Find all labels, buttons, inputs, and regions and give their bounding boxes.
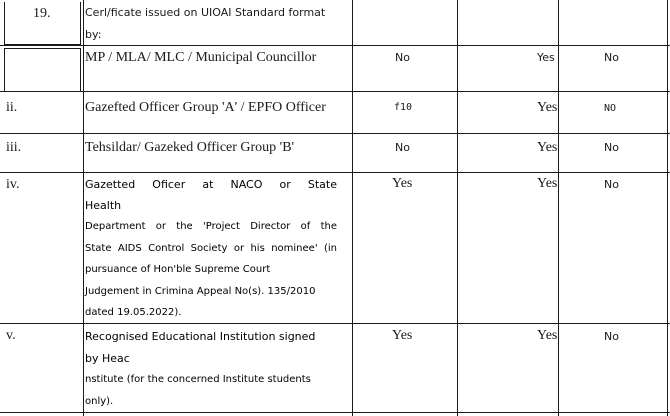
- row-description-line: only).: [85, 395, 114, 407]
- serial-number: iii.: [6, 140, 22, 155]
- row-description-line: dated 19.05.2022).: [85, 307, 182, 318]
- row-description-line: Judgement in Crimina Appeal No(s). 135/2010: [85, 285, 316, 297]
- row-description-block: [85, 326, 337, 412]
- row-divider: [0, 133, 670, 134]
- cell-value: f10: [394, 102, 413, 113]
- serial-number: iv.: [6, 177, 20, 192]
- cell-value: No: [604, 51, 619, 64]
- row-description-line: by:: [85, 28, 102, 41]
- column-divider: [83, 0, 84, 416]
- row-divider: [0, 45, 670, 46]
- blank-serial-cell: [4, 48, 81, 92]
- row-description-line: Cerl/ficate issued on UIOAI Standard format: [85, 6, 326, 19]
- cell-value: No: [395, 141, 410, 154]
- row-description-line: Gazefted Officer Group 'A' / EPFO Officer: [85, 100, 326, 115]
- column-divider: [667, 0, 668, 416]
- cell-value: Yes: [392, 176, 413, 191]
- cell-value: Yes: [392, 328, 413, 343]
- serial-number: 19.: [33, 6, 51, 21]
- cell-value: Yes: [537, 328, 558, 343]
- cell-value: NO: [604, 103, 617, 114]
- row-description-line: Gazetted Oficer at NACO or State: [85, 178, 337, 191]
- cell-value: No: [604, 178, 619, 191]
- serial-number: v.: [6, 328, 16, 343]
- row-description-line: nstitute (for the concerned Institute students: [85, 374, 311, 385]
- cell-value: No: [604, 141, 619, 154]
- row-description-line: Recognised Educational Institution signed: [85, 330, 316, 343]
- column-divider: [352, 0, 353, 416]
- row-divider: [0, 412, 670, 413]
- row-description-line: Department or the 'Project Director of the: [85, 221, 337, 232]
- row-divider: [0, 172, 670, 173]
- row-divider: [0, 91, 670, 92]
- column-divider: [457, 0, 458, 416]
- row-description-line: MP / MLA/ MLC / Municipal Councillor: [85, 50, 317, 65]
- column-divider: [558, 0, 559, 416]
- serial-number: ii.: [6, 100, 18, 115]
- row-description-line: pursuance of Hon'ble Supreme Court: [85, 264, 271, 275]
- cell-value: Yes: [537, 100, 558, 115]
- row-description-line: by Heac: [85, 352, 130, 365]
- row-description-line: Health: [85, 199, 122, 212]
- row-description-line: State AIDS Control Society or his nominee' (in: [85, 242, 337, 254]
- cell-value: Yes: [537, 51, 555, 64]
- cell-value: No: [395, 51, 410, 64]
- row-description-block: [85, 174, 337, 324]
- cell-value: Yes: [537, 176, 558, 191]
- row-description-line: Tehsildar/ Gazeked Officer Group 'B': [85, 140, 295, 155]
- cell-value: Yes: [537, 140, 558, 155]
- cell-value: No: [604, 330, 619, 343]
